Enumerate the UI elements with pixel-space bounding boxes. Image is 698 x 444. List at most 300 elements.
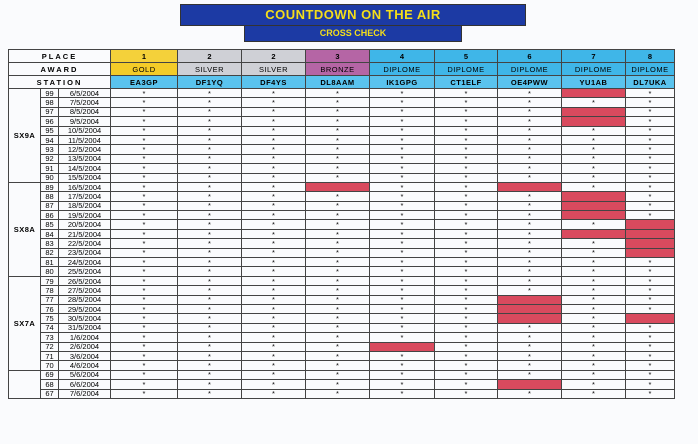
check-cell: *	[111, 126, 178, 135]
check-cell: *	[178, 89, 242, 98]
check-cell: *	[562, 314, 626, 323]
row-date: 12/5/2004	[59, 145, 111, 154]
table-row	[9, 211, 695, 220]
check-cell: *	[370, 323, 435, 332]
check-cell: *	[242, 135, 306, 144]
check-cell: *	[242, 154, 306, 163]
check-cell: *	[626, 389, 675, 398]
check-cell: *	[242, 89, 306, 98]
check-cell: *	[626, 351, 675, 360]
check-cell: *	[498, 220, 562, 229]
check-cell: *	[370, 107, 435, 116]
missing-cell	[562, 89, 626, 98]
row-number: 68	[41, 380, 59, 389]
check-cell: *	[306, 258, 370, 267]
check-cell: *	[435, 267, 498, 276]
col-5-station: IK1GPG	[370, 76, 435, 89]
col-7-station: OE4PWW	[498, 76, 562, 89]
check-cell: *	[626, 258, 675, 267]
check-cell: *	[370, 201, 435, 210]
check-cell: *	[498, 107, 562, 116]
check-cell: *	[370, 370, 435, 379]
missing-cell	[562, 107, 626, 116]
check-cell: *	[435, 314, 498, 323]
check-cell: *	[111, 211, 178, 220]
check-cell: *	[111, 145, 178, 154]
check-cell: *	[111, 342, 178, 351]
check-cell: *	[111, 248, 178, 257]
check-cell: *	[498, 361, 562, 370]
check-cell: *	[111, 89, 178, 98]
check-cell: *	[626, 89, 675, 98]
check-cell: *	[626, 286, 675, 295]
table-row	[9, 286, 695, 295]
row-number: 78	[41, 286, 59, 295]
check-cell: *	[242, 126, 306, 135]
row-number: 79	[41, 276, 59, 285]
check-cell: *	[562, 267, 626, 276]
row-spacer	[675, 258, 695, 267]
check-cell: *	[562, 304, 626, 313]
check-cell: *	[435, 295, 498, 304]
check-cell: *	[562, 323, 626, 332]
check-cell: *	[178, 201, 242, 210]
check-cell: *	[626, 333, 675, 342]
table-row	[9, 239, 695, 248]
row-date: 29/5/2004	[59, 304, 111, 313]
check-cell: *	[435, 389, 498, 398]
check-cell: *	[562, 248, 626, 257]
row-date: 6/5/2004	[59, 89, 111, 98]
check-cell: *	[242, 361, 306, 370]
row-spacer	[675, 370, 695, 379]
table-row	[9, 314, 695, 323]
check-cell: *	[242, 229, 306, 238]
check-cell: *	[435, 211, 498, 220]
row-number: 83	[41, 239, 59, 248]
row-spacer	[675, 182, 695, 191]
station-row-label: STATION	[9, 76, 111, 89]
col-8-place: 7	[562, 50, 626, 63]
col-1-place: 1	[111, 50, 178, 63]
check-cell: *	[242, 98, 306, 107]
check-cell: *	[562, 351, 626, 360]
page-title: COUNTDOWN ON THE AIR	[180, 4, 526, 26]
check-cell: *	[111, 154, 178, 163]
table-row	[9, 98, 695, 107]
row-date: 22/5/2004	[59, 239, 111, 248]
table-row	[9, 201, 695, 210]
table-row	[9, 135, 695, 144]
check-cell: *	[562, 135, 626, 144]
col-8-award: DIPLOME	[562, 63, 626, 76]
table-row	[9, 370, 695, 379]
row-date: 10/5/2004	[59, 126, 111, 135]
missing-cell	[498, 182, 562, 191]
check-cell: *	[242, 267, 306, 276]
check-cell: *	[498, 98, 562, 107]
missing-cell	[562, 201, 626, 210]
check-cell: *	[370, 98, 435, 107]
missing-cell	[562, 211, 626, 220]
check-cell: *	[178, 286, 242, 295]
row-spacer	[675, 173, 695, 182]
row-date: 9/5/2004	[59, 117, 111, 126]
col-8-station: YU1AB	[562, 76, 626, 89]
check-cell: *	[242, 211, 306, 220]
check-cell: *	[242, 351, 306, 360]
check-cell: *	[111, 135, 178, 144]
check-cell: *	[178, 145, 242, 154]
row-date: 8/5/2004	[59, 107, 111, 116]
place-row-label: PLACE	[9, 50, 111, 63]
missing-cell	[626, 314, 675, 323]
row-spacer	[675, 220, 695, 229]
check-cell: *	[306, 145, 370, 154]
row-date: 13/5/2004	[59, 154, 111, 163]
check-cell: *	[562, 258, 626, 267]
check-cell: *	[306, 389, 370, 398]
col-2-station: DF1YQ	[178, 76, 242, 89]
row-spacer	[675, 276, 695, 285]
row-date: 15/5/2004	[59, 173, 111, 182]
missing-cell	[626, 248, 675, 257]
check-cell: *	[111, 351, 178, 360]
check-cell: *	[626, 370, 675, 379]
col-7-place: 6	[498, 50, 562, 63]
check-cell: *	[626, 164, 675, 173]
row-number: 80	[41, 267, 59, 276]
row-spacer	[675, 361, 695, 370]
check-cell: *	[626, 154, 675, 163]
table-row	[9, 380, 695, 389]
row-date: 7/6/2004	[59, 389, 111, 398]
check-cell: *	[306, 267, 370, 276]
check-cell: *	[435, 342, 498, 351]
check-cell: *	[306, 239, 370, 248]
check-cell: *	[435, 229, 498, 238]
check-cell: *	[498, 192, 562, 201]
check-cell: *	[178, 314, 242, 323]
check-cell: *	[562, 342, 626, 351]
missing-cell	[562, 229, 626, 238]
check-cell: *	[178, 164, 242, 173]
check-cell: *	[498, 173, 562, 182]
row-number: 88	[41, 192, 59, 201]
check-cell: *	[111, 295, 178, 304]
check-cell: *	[370, 126, 435, 135]
check-cell: *	[178, 117, 242, 126]
check-cell: *	[435, 333, 498, 342]
check-cell: *	[498, 248, 562, 257]
check-cell: *	[111, 229, 178, 238]
check-cell: *	[370, 192, 435, 201]
row-date: 30/5/2004	[59, 314, 111, 323]
check-cell: *	[370, 135, 435, 144]
check-cell: *	[435, 182, 498, 191]
check-cell: *	[242, 295, 306, 304]
cross-check-table	[8, 49, 694, 399]
check-cell: *	[242, 342, 306, 351]
check-cell: *	[498, 389, 562, 398]
table-row	[9, 229, 695, 238]
row-date: 7/5/2004	[59, 98, 111, 107]
row-date: 26/5/2004	[59, 276, 111, 285]
check-cell: *	[242, 258, 306, 267]
check-cell: *	[306, 211, 370, 220]
check-cell: *	[178, 135, 242, 144]
station-row	[9, 76, 695, 89]
row-date: 3/6/2004	[59, 351, 111, 360]
check-cell: *	[178, 295, 242, 304]
row-spacer	[675, 304, 695, 313]
row-date: 11/5/2004	[59, 135, 111, 144]
row-number: 89	[41, 182, 59, 191]
check-cell: *	[370, 89, 435, 98]
col-4-award: BRONZE	[306, 63, 370, 76]
check-cell: *	[626, 135, 675, 144]
check-cell: *	[306, 220, 370, 229]
missing-cell	[306, 182, 370, 191]
check-cell: *	[306, 351, 370, 360]
check-cell: *	[178, 239, 242, 248]
check-cell: *	[306, 333, 370, 342]
check-cell: *	[626, 201, 675, 210]
row-spacer	[675, 239, 695, 248]
col-6-award: DIPLOME	[435, 63, 498, 76]
row-number: 91	[41, 164, 59, 173]
row-spacer	[675, 211, 695, 220]
check-cell: *	[435, 248, 498, 257]
check-cell: *	[498, 276, 562, 285]
check-cell: *	[111, 314, 178, 323]
check-cell: *	[111, 239, 178, 248]
check-cell: *	[306, 304, 370, 313]
check-cell: *	[178, 107, 242, 116]
check-cell: *	[178, 323, 242, 332]
check-cell: *	[370, 182, 435, 191]
check-cell: *	[111, 98, 178, 107]
col-7-award: DIPLOME	[498, 63, 562, 76]
check-cell: *	[498, 201, 562, 210]
col-9-station: DL7UKA	[626, 76, 675, 89]
check-cell: *	[370, 351, 435, 360]
table-row	[9, 323, 695, 332]
check-cell: *	[111, 286, 178, 295]
row-spacer	[675, 389, 695, 398]
check-cell: *	[306, 164, 370, 173]
row-spacer	[675, 98, 695, 107]
col-5-award: DIPLOME	[370, 63, 435, 76]
page-subtitle: CROSS CHECK	[244, 25, 462, 42]
table-row	[9, 145, 695, 154]
table-row	[9, 117, 695, 126]
check-cell: *	[306, 135, 370, 144]
table-row	[9, 126, 695, 135]
check-cell: *	[498, 89, 562, 98]
col-5-place: 4	[370, 50, 435, 63]
check-cell: *	[178, 98, 242, 107]
row-number: 90	[41, 173, 59, 182]
check-cell: *	[370, 380, 435, 389]
check-cell: *	[111, 107, 178, 116]
check-cell: *	[111, 370, 178, 379]
check-cell: *	[498, 211, 562, 220]
place-row	[9, 50, 695, 63]
check-cell: *	[178, 361, 242, 370]
check-cell: *	[370, 239, 435, 248]
row-spacer	[675, 117, 695, 126]
check-cell: *	[435, 370, 498, 379]
check-cell: *	[562, 370, 626, 379]
row-number: 72	[41, 342, 59, 351]
missing-cell	[562, 117, 626, 126]
check-cell: *	[178, 342, 242, 351]
check-cell: *	[435, 164, 498, 173]
check-cell: *	[178, 126, 242, 135]
table-row	[9, 361, 695, 370]
check-cell: *	[242, 323, 306, 332]
row-date: 16/5/2004	[59, 182, 111, 191]
row-spacer	[675, 135, 695, 144]
row-spacer	[675, 154, 695, 163]
col-3-place: 2	[242, 50, 306, 63]
check-cell: *	[370, 211, 435, 220]
check-cell: *	[178, 370, 242, 379]
check-cell: *	[111, 164, 178, 173]
check-cell: *	[242, 201, 306, 210]
row-date: 19/5/2004	[59, 211, 111, 220]
check-cell: *	[370, 220, 435, 229]
check-cell: *	[370, 229, 435, 238]
check-cell: *	[435, 276, 498, 285]
missing-cell	[562, 192, 626, 201]
check-cell: *	[562, 295, 626, 304]
check-cell: *	[178, 220, 242, 229]
col-4-place: 3	[306, 50, 370, 63]
check-cell: *	[306, 98, 370, 107]
check-cell: *	[306, 286, 370, 295]
check-cell: *	[242, 107, 306, 116]
check-cell: *	[306, 361, 370, 370]
table-row	[9, 304, 695, 313]
check-cell: *	[178, 248, 242, 257]
row-number: 70	[41, 361, 59, 370]
check-cell: *	[242, 145, 306, 154]
check-cell: *	[242, 182, 306, 191]
check-cell: *	[111, 267, 178, 276]
col-1-award: GOLD	[111, 63, 178, 76]
row-number: 76	[41, 304, 59, 313]
row-number: 96	[41, 117, 59, 126]
table-row	[9, 342, 695, 351]
check-cell: *	[242, 164, 306, 173]
row-number: 73	[41, 333, 59, 342]
check-cell: *	[435, 239, 498, 248]
table-row	[9, 351, 695, 360]
check-cell: *	[306, 126, 370, 135]
row-number: 67	[41, 389, 59, 398]
row-number: 71	[41, 351, 59, 360]
check-cell: *	[498, 333, 562, 342]
check-cell: *	[626, 267, 675, 276]
check-cell: *	[562, 361, 626, 370]
check-cell: *	[562, 333, 626, 342]
check-cell: *	[626, 276, 675, 285]
missing-cell	[498, 380, 562, 389]
row-number: 74	[41, 323, 59, 332]
check-cell: *	[562, 154, 626, 163]
table-row	[9, 267, 695, 276]
check-cell: *	[435, 220, 498, 229]
check-cell: *	[306, 117, 370, 126]
check-cell: *	[435, 361, 498, 370]
check-cell: *	[306, 89, 370, 98]
check-cell: *	[178, 192, 242, 201]
row-spacer	[675, 323, 695, 332]
check-cell: *	[435, 201, 498, 210]
check-cell: *	[111, 361, 178, 370]
check-cell: *	[178, 182, 242, 191]
table-row	[9, 164, 695, 173]
check-cell: *	[370, 295, 435, 304]
col-3-award: SILVER	[242, 63, 306, 76]
check-cell: *	[370, 258, 435, 267]
check-cell: *	[626, 98, 675, 107]
check-cell: *	[498, 164, 562, 173]
row-date: 4/6/2004	[59, 361, 111, 370]
row-number: 87	[41, 201, 59, 210]
check-cell: *	[370, 361, 435, 370]
check-cell: *	[178, 333, 242, 342]
row-date: 25/5/2004	[59, 267, 111, 276]
check-cell: *	[435, 323, 498, 332]
check-cell: *	[178, 173, 242, 182]
row-date: 27/5/2004	[59, 286, 111, 295]
row-spacer	[675, 164, 695, 173]
row-number: 85	[41, 220, 59, 229]
check-cell: *	[435, 98, 498, 107]
check-cell: *	[111, 201, 178, 210]
table-row	[9, 295, 695, 304]
award-row-label: AWARD	[9, 63, 111, 76]
check-cell: *	[498, 135, 562, 144]
check-cell: *	[370, 286, 435, 295]
check-cell: *	[242, 173, 306, 182]
check-cell: *	[562, 389, 626, 398]
row-date: 31/5/2004	[59, 323, 111, 332]
check-cell: *	[111, 117, 178, 126]
check-cell: *	[626, 361, 675, 370]
check-cell: *	[370, 145, 435, 154]
missing-cell	[626, 220, 675, 229]
check-cell: *	[242, 220, 306, 229]
row-spacer	[675, 380, 695, 389]
check-cell: *	[306, 314, 370, 323]
check-cell: *	[435, 286, 498, 295]
section-label: SX7A	[9, 276, 41, 370]
row-number: 94	[41, 135, 59, 144]
row-date: 28/5/2004	[59, 295, 111, 304]
check-cell: *	[178, 389, 242, 398]
check-cell: *	[306, 380, 370, 389]
check-cell: *	[306, 248, 370, 257]
row-number: 95	[41, 126, 59, 135]
table-row	[9, 248, 695, 257]
section-label	[9, 370, 41, 398]
row-date: 5/6/2004	[59, 370, 111, 379]
check-cell: *	[562, 380, 626, 389]
